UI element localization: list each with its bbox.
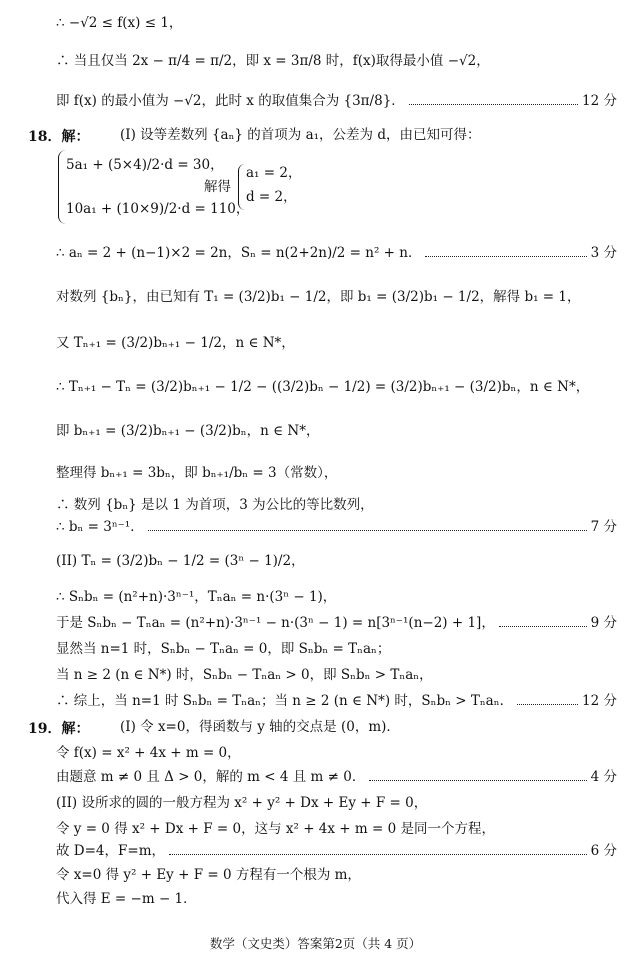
line-14: (II) Tₙ = (3/2)bₙ − 1/2 = (3ⁿ − 1)/2， [56, 553, 305, 569]
leader-dots [499, 626, 587, 627]
leader-dots [517, 704, 578, 705]
score: 9 分 [590, 615, 617, 631]
question-18-number: 18．解： [28, 129, 90, 145]
leader-dots [148, 530, 587, 531]
leader-dots [169, 854, 587, 855]
line-10: 即 bₙ₊₁ = (3/2)bₙ₊₁ − (3/2)bₙ，n ∈ N*， [56, 423, 320, 439]
line-11: 整理得 bₙ₊₁ = 3bₙ，即 bₙ₊₁/bₙ = 3（常数）， [56, 465, 338, 481]
line-1: ∴ −√2 ≤ f(x) ≤ 1， [56, 15, 183, 31]
line-26: 令 x=0 得 y² + Ey + F = 0 方程有一个根为 m， [56, 867, 361, 883]
system-eq-1: 5a₁ + (5×4)/2·d = 30， [66, 157, 224, 173]
line-25: 故 D=4，F=m， 6 分 [56, 843, 617, 859]
score: 6 分 [590, 843, 617, 859]
line-3: 即 f(x) 的最小值为 −√2，此时 x 的取值集合为 {3π/8}． 12 分 [56, 93, 617, 109]
line-17: 显然当 n=1 时，Sₙbₙ − Tₙaₙ = 0，即 Sₙbₙ = Tₙaₙ； [56, 641, 391, 657]
system-eq-2: 10a₁ + (10×9)/2·d = 110， [66, 201, 250, 217]
solution-brace [238, 164, 245, 210]
question-19-number: 19．解： [28, 721, 90, 737]
solve-label: 解得 [204, 179, 231, 195]
score: 3 分 [590, 245, 617, 261]
line-23: (II) 设所求的圆的一般方程为 x² + y² + Dx + Ey + F = 0， [56, 795, 428, 811]
solution-a1: a₁ = 2， [246, 165, 302, 181]
line-7: 对数列 {bₙ}，由已知有 T₁ = (3/2)b₁ − 1/2，即 b₁ = (3/2)b₁ − 1/2，解得 b₁ = 1， [56, 289, 581, 305]
line-9: ∴ Tₙ₊₁ − Tₙ = (3/2)bₙ₊₁ − 1/2 − ((3/2)bₙ − 1/2) = (3/2)bₙ₊₁ − (3/2)bₙ，n ∈ N*， [56, 379, 590, 395]
line-4: (I) 设等差数列 {aₙ} 的首项为 a₁，公差为 d，由已知可得： [120, 127, 481, 143]
line-8: 又 Tₙ₊₁ = (3/2)bₙ₊₁ − 1/2，n ∈ N*， [56, 335, 295, 351]
solution-d: d = 2， [246, 189, 297, 205]
line-19: ∴ 综上，当 n=1 时 Sₙbₙ = Tₙaₙ；当 n ≥ 2 (n ∈ N*) 时，Sₙbₙ > Tₙaₙ． 12 分 [56, 693, 617, 709]
line-12: ∴ 数列 {bₙ} 是以 1 为首项，3 为公比的等比数列， [56, 497, 374, 513]
line-18: 当 n ≥ 2 (n ∈ N*) 时，Sₙbₙ − Tₙaₙ > 0，即 Sₙbₙ > Tₙaₙ， [56, 667, 433, 683]
line-16: 于是 Sₙbₙ − Tₙaₙ = (n²+n)·3ⁿ⁻¹ − n·(3ⁿ − 1) = n[3ⁿ⁻¹(n−2) + 1]， 9 分 [56, 615, 617, 631]
score: 7 分 [590, 519, 617, 535]
line-20: (I) 令 x=0，得函数与 y 轴的交点是 (0，m)． [120, 719, 400, 735]
line-27: 代入得 E = −m − 1． [56, 891, 197, 907]
leader-dots [409, 104, 578, 105]
leader-dots [369, 780, 586, 781]
line-21: 令 f(x) = x² + 4x + m = 0， [56, 745, 241, 761]
score: 12 分 [582, 693, 617, 709]
line-22: 由题意 m ≠ 0 且 Δ > 0，解的 m < 4 且 m ≠ 0． 4 分 [56, 769, 617, 785]
line-6: ∴ aₙ = 2 + (n−1)×2 = 2n，Sₙ = n(2+2n)/2 = n² + n． 3 分 [56, 245, 617, 261]
line-15: ∴ Sₙbₙ = (n²+n)·3ⁿ⁻¹，Tₙaₙ = n·(3ⁿ − 1)， [56, 589, 337, 605]
score: 4 分 [590, 769, 617, 785]
page-footer: 数学（文史类）答案第2页（共 4 页） [209, 936, 422, 951]
score: 12 分 [582, 93, 617, 109]
line-24: 令 y = 0 得 x² + Dx + F = 0，这与 x² + 4x + m = 0 是同一个方程， [56, 821, 495, 837]
line-2: ∴ 当且仅当 2x − π/4 = π/2，即 x = 3π/8 时，f(x)取得最小值 −√2， [56, 53, 490, 69]
leader-dots [425, 256, 586, 257]
line-13: ∴ bₙ = 3ⁿ⁻¹． 7 分 [56, 519, 617, 535]
